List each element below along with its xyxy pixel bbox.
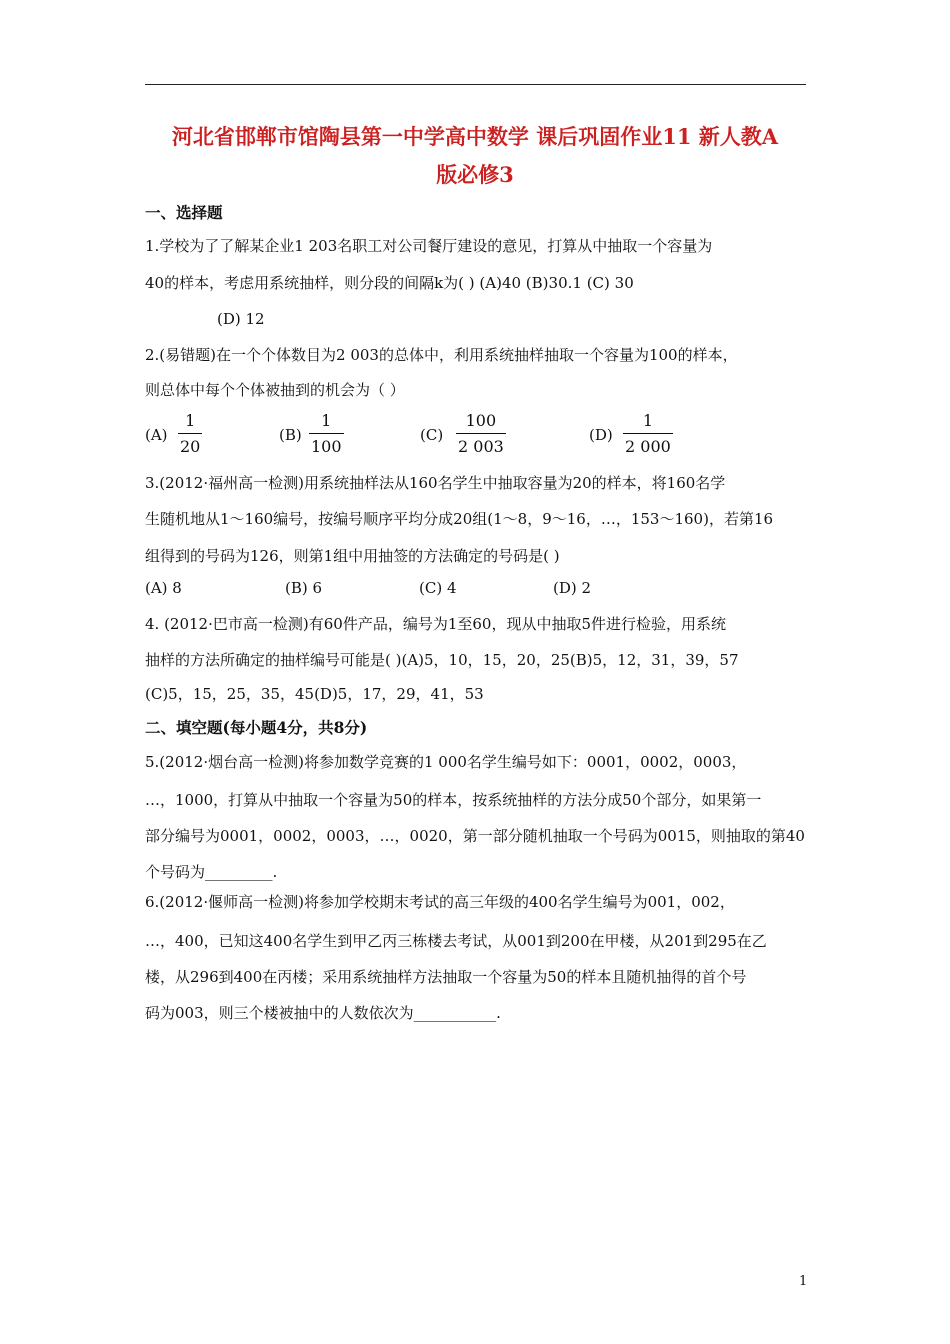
- q3-line-2: 生随机地从1～160编号，按编号顺序平均分成20组(1～8，9～16，…，153～160)，若第16: [145, 510, 774, 528]
- header-rule: [145, 84, 806, 85]
- q4-line-2: 抽样的方法所确定的抽样编号可能是( )(A)5，10，15，20，25(B)5，12，31，39，57: [145, 651, 739, 669]
- q6-line-3: 楼，从296到400在丙楼；采用系统抽样方法抽取一个容量为50的样本且随机抽得的首个号: [145, 968, 747, 986]
- q3-option-c: (C) 4: [419, 579, 457, 597]
- q2-option-d-label: (D): [589, 426, 613, 444]
- section-heading-choice: 一、选择题: [145, 203, 223, 222]
- fraction-numerator: 100: [465, 411, 497, 430]
- q1-line-3: (D) 12: [217, 310, 265, 328]
- q6-line-4: 码为003，则三个楼被抽中的人数依次为___________.: [145, 1004, 501, 1022]
- q1-line-1: 1.学校为了了解某企业1 203名职工对公司餐厅建设的意见，打算从中抽取一个容量为: [145, 237, 713, 255]
- fraction-numerator: 1: [321, 411, 332, 430]
- q1-line-2: 40的样本，考虑用系统抽样，则分段的间隔k为( ) (A)40 (B)30.1 (C) 30: [145, 274, 634, 292]
- fraction-denominator: 20: [180, 437, 201, 456]
- q2-option-a-fraction: [178, 410, 202, 458]
- q3-option-a: (A) 8: [145, 579, 182, 597]
- q3-line-1: 3.(2012·福州高一检测)用系统抽样法从160名学生中抽取容量为20的样本，将160名学: [145, 474, 726, 492]
- q4-line-3: (C)5，15，25，35，45(D)5，17，29，41，53: [145, 685, 484, 703]
- q6-line-1: 6.(2012·偃师高一检测)将参加学校期末考试的高三年级的400名学生编号为001，002，: [145, 893, 735, 911]
- fraction-denominator: 2 003: [458, 437, 504, 456]
- page-number: 1: [799, 1274, 808, 1289]
- q2-option-d-fraction: [623, 410, 673, 458]
- q3-option-b: (B) 6: [285, 579, 323, 597]
- fraction-denominator: 100: [311, 437, 342, 456]
- q6-line-2: …，400，已知这400名学生到甲乙丙三栋楼去考试，从001到200在甲楼，从201到295在乙: [145, 932, 767, 950]
- q2-option-c-fraction: [456, 410, 506, 458]
- q2-line-2: 则总体中每个个体被抽到的机会为（ ）: [145, 381, 405, 399]
- q3-option-d: (D) 2: [553, 579, 592, 597]
- q5-line-3: 部分编号为0001，0002，0003，…，0020，第一部分随机抽取一个号码为0015，则抽取的第40: [145, 827, 805, 845]
- q5-line-4: 个号码为_________.: [145, 863, 278, 881]
- q2-option-c-label: (C): [420, 426, 444, 444]
- q2-option-b-fraction: [309, 410, 344, 458]
- fraction-numerator: 1: [642, 411, 653, 430]
- q2-line-1: 2.(易错题)在一个个体数目为2 003的总体中，利用系统抽样抽取一个容量为100的样本，: [145, 346, 738, 364]
- q5-line-2: …，1000，打算从中抽取一个容量为50的样本，按系统抽样的方法分成50个部分，如果第一: [145, 791, 762, 809]
- fraction-denominator: 2 000: [625, 437, 671, 456]
- q2-option-a-label: (A): [145, 426, 168, 444]
- q2-option-b-label: (B): [279, 426, 302, 444]
- section-heading-fill-in: 二、填空题(每小题4分，共8分): [145, 718, 368, 737]
- q4-line-1: 4. (2012·巴市高一检测)有60件产品，编号为1至60，现从中抽取5件进行检验，用系统: [145, 615, 726, 633]
- title-line-2: 版必修3: [436, 162, 514, 187]
- q5-line-1: 5.(2012·烟台高一检测)将参加数学竞赛的1 000名学生编号如下：0001，0002，0003，: [145, 753, 747, 771]
- fraction-numerator: 1: [185, 411, 196, 430]
- q3-line-3: 组得到的号码为126，则第1组中用抽签的方法确定的号码是( ): [145, 547, 560, 565]
- document-title: [130, 118, 820, 194]
- title-line-1: 河北省邯郸市馆陶县第一中学高中数学 课后巩固作业11 新人教A: [171, 124, 779, 149]
